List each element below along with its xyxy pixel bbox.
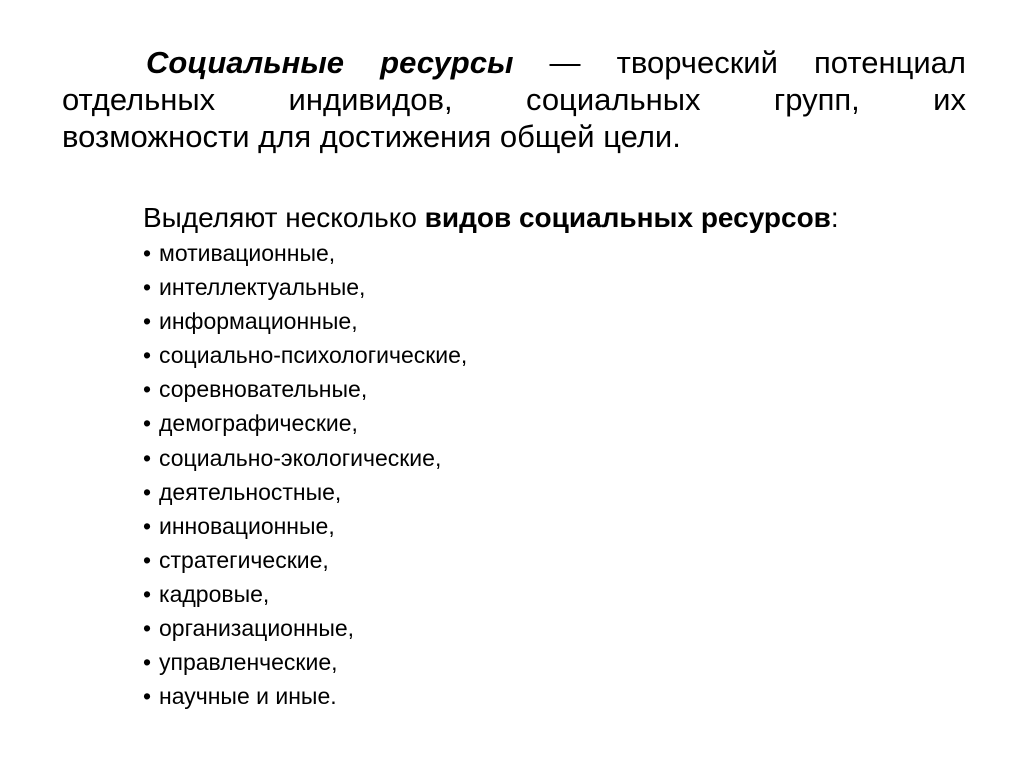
- bullet-icon: •: [143, 649, 152, 676]
- list-item: [143, 270, 963, 304]
- definition-line-1: [62, 44, 966, 81]
- bullet-icon: •: [143, 342, 152, 369]
- definition-word: их: [933, 82, 966, 117]
- list-item: [143, 679, 963, 713]
- definition-line-2: [62, 81, 966, 118]
- intro-bold: видов социальных ресурсов: [424, 202, 831, 233]
- list-item-label: организационные,: [159, 615, 355, 642]
- list-item-label: управленческие,: [159, 649, 338, 676]
- list-item: [143, 577, 963, 611]
- bullet-icon: •: [143, 546, 152, 573]
- bullet-icon: •: [143, 410, 152, 437]
- list-item-label: научные и иные.: [159, 683, 337, 710]
- list-item-label: интеллектуальные,: [159, 274, 366, 301]
- bullet-icon: •: [143, 376, 152, 403]
- list-item-label: соревновательные,: [159, 376, 368, 403]
- list-item-label: демографические,: [159, 410, 358, 437]
- list-item-label: социально-экологические,: [159, 444, 442, 471]
- list-item: [143, 441, 963, 475]
- list-item-label: мотивационные,: [159, 240, 336, 266]
- definition-line-1-rest: — творческий потенциал: [513, 45, 966, 80]
- list-item: [143, 475, 963, 509]
- list-item: [143, 645, 963, 679]
- definition-term: Социальные ресурсы: [146, 45, 514, 80]
- list-item-label: информационные,: [159, 308, 358, 335]
- list-item-label: кадровые,: [159, 580, 270, 607]
- list-item-label: деятельностные,: [159, 478, 342, 505]
- bullet-icon: •: [143, 615, 152, 642]
- list-item: [143, 543, 963, 577]
- definition-paragraph: [62, 44, 966, 155]
- intro-prefix: Выделяют несколько: [143, 202, 425, 233]
- intro-suffix: :: [830, 202, 839, 233]
- resource-types-intro: [143, 200, 963, 236]
- list-item-label: стратегические,: [159, 546, 329, 573]
- list-item-label: социально-психологические,: [159, 342, 468, 369]
- resource-types-section: [143, 200, 963, 713]
- bullet-icon: •: [143, 308, 152, 335]
- bullet-icon: •: [143, 240, 152, 266]
- list-item: [143, 406, 963, 440]
- list-item: [143, 611, 963, 645]
- bullet-icon: •: [143, 580, 152, 607]
- list-item: [143, 304, 963, 338]
- bullet-icon: •: [143, 683, 152, 710]
- bullet-icon: •: [143, 274, 152, 301]
- definition-word: социальных: [525, 82, 701, 117]
- list-item-label: инновационные,: [159, 512, 335, 539]
- list-item: [143, 372, 963, 406]
- list-item: [143, 338, 963, 372]
- definition-word: групп,: [773, 82, 860, 117]
- bullet-icon: •: [143, 444, 152, 471]
- definition-word: отдельных: [62, 82, 216, 117]
- definition-word: индивидов,: [288, 82, 453, 117]
- list-item: [143, 509, 963, 543]
- resource-types-list: [143, 236, 963, 713]
- bullet-icon: •: [143, 478, 152, 505]
- list-item: [143, 236, 963, 270]
- bullet-icon: •: [143, 512, 152, 539]
- definition-line-3: возможности для достижения общей цели.: [62, 119, 681, 154]
